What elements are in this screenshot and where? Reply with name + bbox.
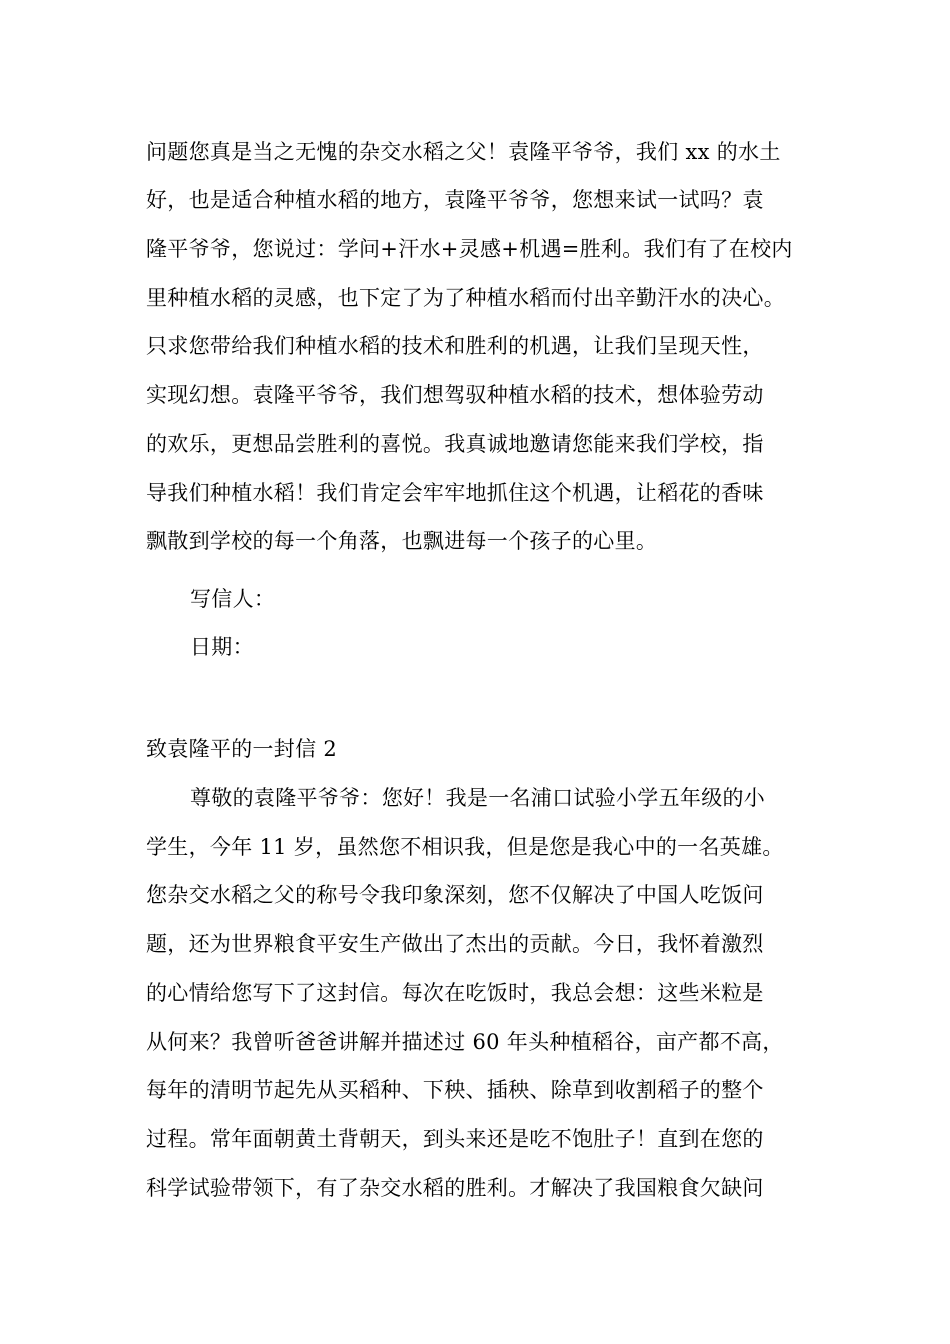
paragraph-line: 您杂交水稻之父的称号令我印象深刻，您不仅解决了中国人吃饭问 — [146, 883, 764, 907]
letter-title: 致袁隆平的一封信 2 — [146, 737, 338, 761]
paragraph-line: 每年的清明节起先从买稻种、下秧、插秧、除草到收割稻子的整个 — [146, 1078, 764, 1102]
paragraph-line: 问题您真是当之无愧的杂交水稻之父！袁隆平爷爷，我们 xx 的水土 — [146, 140, 781, 164]
paragraph-line: 里种植水稻的灵感，也下定了为了种植水稻而付出辛勤汗水的决心。 — [146, 286, 785, 310]
date-label: 日期： — [190, 635, 254, 659]
paragraph-line: 好，也是适合种植水稻的地方，袁隆平爷爷，您想来试一试吗？袁 — [146, 188, 764, 212]
paragraph-line: 隆平爷爷，您说过：学问+汗水+灵感+机遇=胜利。我们有了在校内 — [146, 237, 793, 261]
paragraph-line: 过程。常年面朝黄土背朝天，到头来还是吃不饱肚子！直到在您的 — [146, 1127, 764, 1151]
paragraph-line: 的欢乐，更想品尝胜利的喜悦。我真诚地邀请您能来我们学校，指 — [146, 432, 764, 456]
paragraph-line: 科学试验带领下，有了杂交水稻的胜利。才解决了我国粮食欠缺问 — [146, 1176, 764, 1200]
paragraph-line: 飘散到学校的每一个角落，也飘进每一个孩子的心里。 — [146, 529, 658, 553]
paragraph-line: 学生，今年 11 岁，虽然您不相识我，但是您是我心中的一名英雄。 — [146, 835, 784, 859]
paragraph-line: 只求您带给我们种植水稻的技术和胜利的机遇，让我们呈现天性， — [146, 334, 764, 358]
paragraph-line: 的心情给您写下了这封信。每次在吃饭时，我总会想：这些米粒是 — [146, 981, 764, 1005]
paragraph-line: 尊敬的袁隆平爷爷：您好！我是一名浦口试验小学五年级的小 — [190, 786, 766, 810]
paragraph-line: 实现幻想。袁隆平爷爷，我们想驾驭种植水稻的技术，想体验劳动 — [146, 383, 764, 407]
paragraph-line: 题，还为世界粮食平安生产做出了杰出的贡献。今日，我怀着激烈 — [146, 932, 764, 956]
paragraph-line: 从何来？我曾听爸爸讲解并描述过 60 年头种植稻谷，亩产都不高， — [146, 1030, 784, 1054]
writer-label: 写信人： — [190, 587, 276, 611]
paragraph-line: 导我们种植水稻！我们肯定会牢牢地抓住这个机遇，让稻花的香味 — [146, 481, 764, 505]
